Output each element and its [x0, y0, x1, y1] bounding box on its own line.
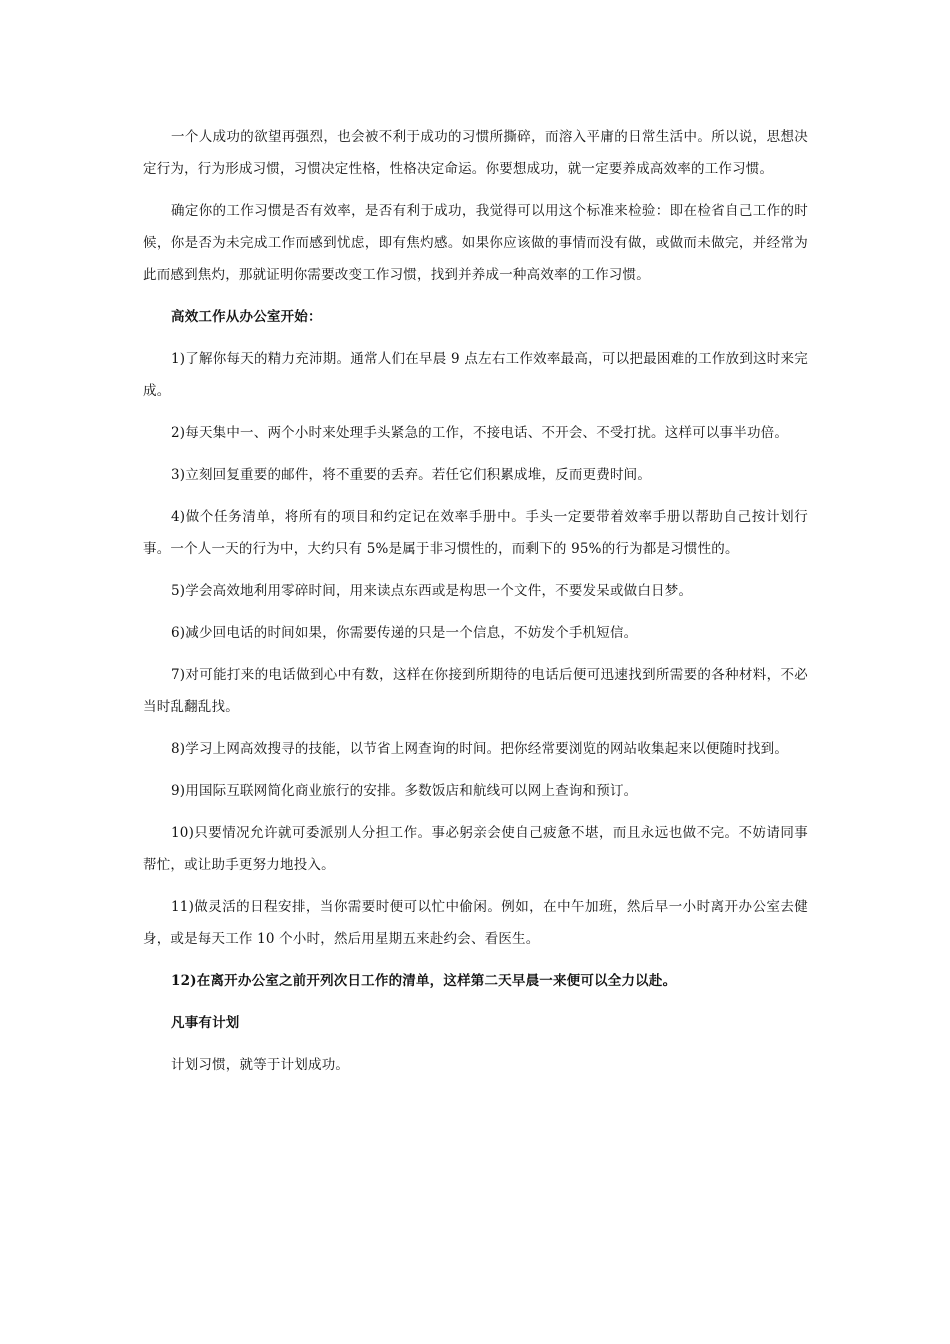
list-item-10: 10)只要情况允许就可委派别人分担工作。事必躬亲会使自己疲惫不堪，而且永远也做不完。不妨请同事帮忙，或让助手更努力地投入。 — [143, 825, 808, 873]
list-item-9: 9)用国际互联网简化商业旅行的安排。多数饭店和航线可以网上查询和预订。 — [171, 783, 638, 799]
paragraph-intro: 一个人成功的欲望再强烈，也会被不利于成功的习惯所撕碎，而溶入平庸的日常生活中。所以说，思想决定行为，行为形成习惯，习惯决定性格，性格决定命运。你要想成功，就一定要养成高效率的工作习惯。 — [143, 129, 808, 177]
list-item-4: 4)做个任务清单，将所有的项目和约定记在效率手册中。手头一定要带着效率手册以帮助自己按计划行事。一个人一天的行为中，大约只有 5%是属于非习惯性的，而剩下的 95%的行为都是习惯性的。 — [143, 509, 808, 557]
list-item-12: 12)在离开办公室之前开列次日工作的清单，这样第二天早晨一来便可以全力以赴。 — [171, 973, 677, 989]
list-item-3: 3)立刻回复重要的邮件，将不重要的丢弃。若任它们积累成堆，反而更费时间。 — [171, 467, 652, 483]
list-item-11: 11)做灵活的日程安排，当你需要时便可以忙中偷闲。例如，在中午加班，然后早一小时离开办公室去健身，或是每天工作 10 个小时，然后用星期五来赴约会、看医生。 — [143, 899, 808, 947]
list-item-7: 7)对可能打来的电话做到心中有数，这样在你接到所期待的电话后便可迅速找到所需要的各种材料，不必当时乱翻乱找。 — [143, 667, 808, 715]
list-item-2: 2)每天集中一、两个小时来处理手头紧急的工作，不接电话、不开会、不受打扰。这样可以事半功倍。 — [171, 425, 789, 441]
list-item-8: 8)学习上网高效搜寻的技能，以节省上网查询的时间。把你经常要浏览的网站收集起来以便随时找到。 — [171, 741, 789, 757]
list-item-5: 5)学会高效地利用零碎时间，用来读点东西或是构思一个文件，不要发呆或做白日梦。 — [171, 583, 693, 599]
list-item-1: 1)了解你每天的精力充沛期。通常人们在早晨 9 点左右工作效率最高，可以把最困难的工作放到这时来完成。 — [143, 351, 808, 399]
list-item-6: 6)减少回电话的时间如果，你需要传递的只是一个信息，不妨发个手机短信。 — [171, 625, 638, 641]
paragraph-plan: 计划习惯，就等于计划成功。 — [171, 1057, 350, 1073]
paragraph-efficiency-test: 确定你的工作习惯是否有效率，是否有利于成功，我觉得可以用这个标准来检验：即在检省自己工作的时候，你是否为未完成工作而感到忧虑，即有焦灼感。如果你应该做的事情而没有做，或做而未做完，并经常为此而感到焦灼，那就证明你需要改变工作习惯，找到并养成一种高效率的工作习惯。 — [143, 203, 808, 283]
section-heading-office: 高效工作从办公室开始： — [171, 309, 322, 325]
section-heading-plan: 凡事有计划 — [171, 1015, 240, 1031]
document-body — [143, 121, 808, 1091]
